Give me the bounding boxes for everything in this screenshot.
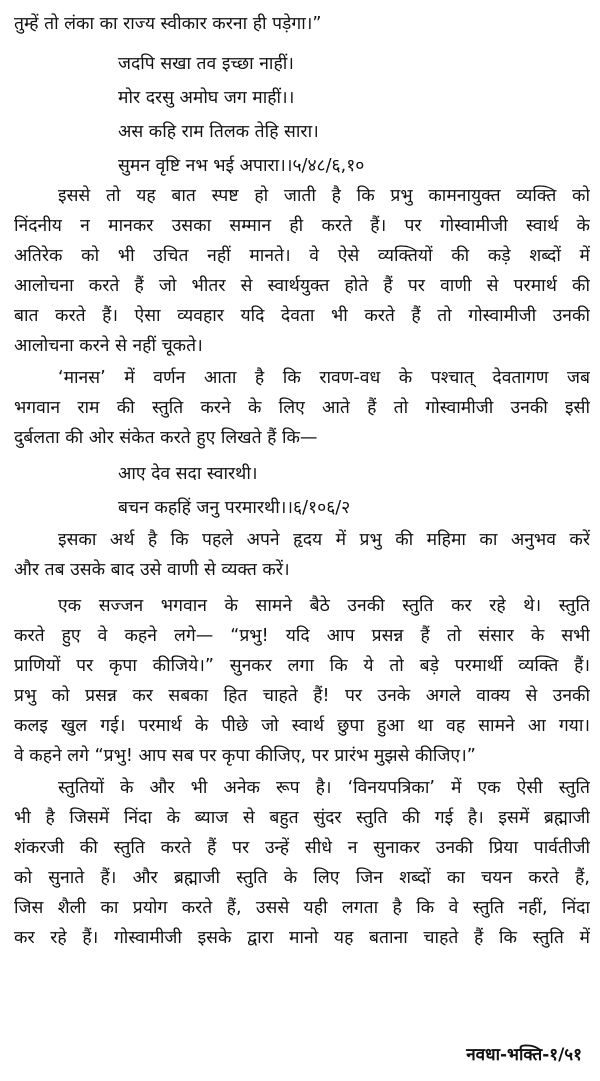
verse-line: सुमन वृष्टि नभ भई अपारा।।५/४८/६,१०	[118, 156, 365, 176]
verse-line: मोर दरसु अमोघ जग माहीं।।	[118, 88, 295, 108]
text-line: वे कहने लगे “प्रभु! आप सब पर कृपा कीजिए, पर प्रारंभ मुझसे कीजिए।”	[14, 746, 476, 766]
text-line: एक सज्जन भगवान के सामने बैठे उनकी स्तुति कर रहे थे। स्तुति	[58, 596, 590, 616]
verse-line: अस कहि राम तिलक तेहि सारा।	[118, 122, 319, 142]
text-line: तुम्हें तो लंका का राज्य स्वीकार करना ही पड़ेगा।”	[14, 14, 322, 34]
text-line: आलोचना करते हैं जो भीतर से स्वार्थयुक्त होते हैं पर वाणी से परमार्थ की	[14, 276, 590, 296]
text-line: निंदनीय न मानकर उसका सम्मान ही करते हैं। पर गोस्वामीजी स्वार्थ के	[14, 216, 590, 236]
text-line: भगवान राम की स्तुति करने के लिए आते हैं तो गोस्वामीजी उनकी इसी	[14, 398, 590, 418]
text-line: कर रहे हैं। गोस्वामीजी इसके द्वारा मानो यह बताना चाहते हैं कि स्तुति में	[14, 928, 590, 948]
verse-line: बचन कहहिं जनु परमारथी।।६/१०६/२	[118, 498, 351, 518]
verse-line: जदपि सखा तव इच्छा नाहीं।	[118, 54, 294, 74]
text-line: और तब उसके बाद उसे वाणी से व्यक्त करें।	[14, 560, 290, 580]
text-line: कलइ खुल गई। परमार्थ के पीछे जो स्वार्थ छुपा हुआ था वह सामने आ गया।	[14, 716, 590, 736]
text-line: प्रभु को प्रसन्न कर सबका हित चाहते हैं! पर उनके अगले वाक्य से उनकी	[14, 686, 590, 706]
text-line: इसका अर्थ है कि पहले अपने हृदय में प्रभु की महिमा का अनुभव करें	[58, 530, 590, 550]
text-line: स्तुतियों के और भी अनेक रूप है। ‘विनयपत्रिका’ में एक ऐसी स्तुति	[58, 778, 590, 798]
text-line: अतिरेक को भी उचित नहीं मानते। वे ऐसे व्यक्तियों की कड़े शब्दों में	[14, 246, 590, 266]
text-line: शंकरजी की स्तुति करते हैं पर उन्हें सीधे न सुनाकर उनकी प्रिया पार्वतीजी	[14, 838, 590, 858]
text-line: भी है जिसमें निंदा के ब्याज से बहुत सुंदर स्तुति की गई है। इसमें ब्रह्माजी	[14, 808, 590, 828]
page-number-footer: नवधा-भक्ति-१/५१	[466, 1045, 582, 1065]
text-line: बात करते हैं। ऐसा व्यवहार यदि देवता भी करते हैं तो गोस्वामीजी उनकी	[14, 306, 590, 326]
text-line: को सुनाते हैं। और ब्रह्माजी स्तुति के लिए जिन शब्दों का चयन करते हैं,	[14, 868, 590, 888]
text-line: इससे तो यह बात स्पष्ट हो जाती है कि प्रभु कामनायुक्त व्यक्ति को	[58, 186, 590, 206]
text-line: दुर्बलता की ओर संकेत करते हुए लिखते हैं कि—	[14, 428, 318, 448]
text-line: जिस शैली का प्रयोग करते हैं, उससे यही लगता है कि वे स्तुति नहीं, निंदा	[14, 898, 590, 918]
text-line: प्राणियों पर कृपा कीजिये।” सुनकर लगा कि ये तो बड़े परमार्थी व्यक्ति हैं।	[14, 656, 590, 676]
text-line: करते हुए वे कहने लगे— “प्रभु! यदि आप प्रसन्न हैं तो संसार के सभी	[14, 626, 590, 646]
text-line: आलोचना करने से नहीं चूकते।	[14, 336, 203, 356]
text-line: ‘मानस’ में वर्णन आता है कि रावण-वध के पश्चात् देवतागण जब	[58, 368, 590, 388]
verse-line: आए देव सदा स्वारथी।	[118, 464, 258, 484]
